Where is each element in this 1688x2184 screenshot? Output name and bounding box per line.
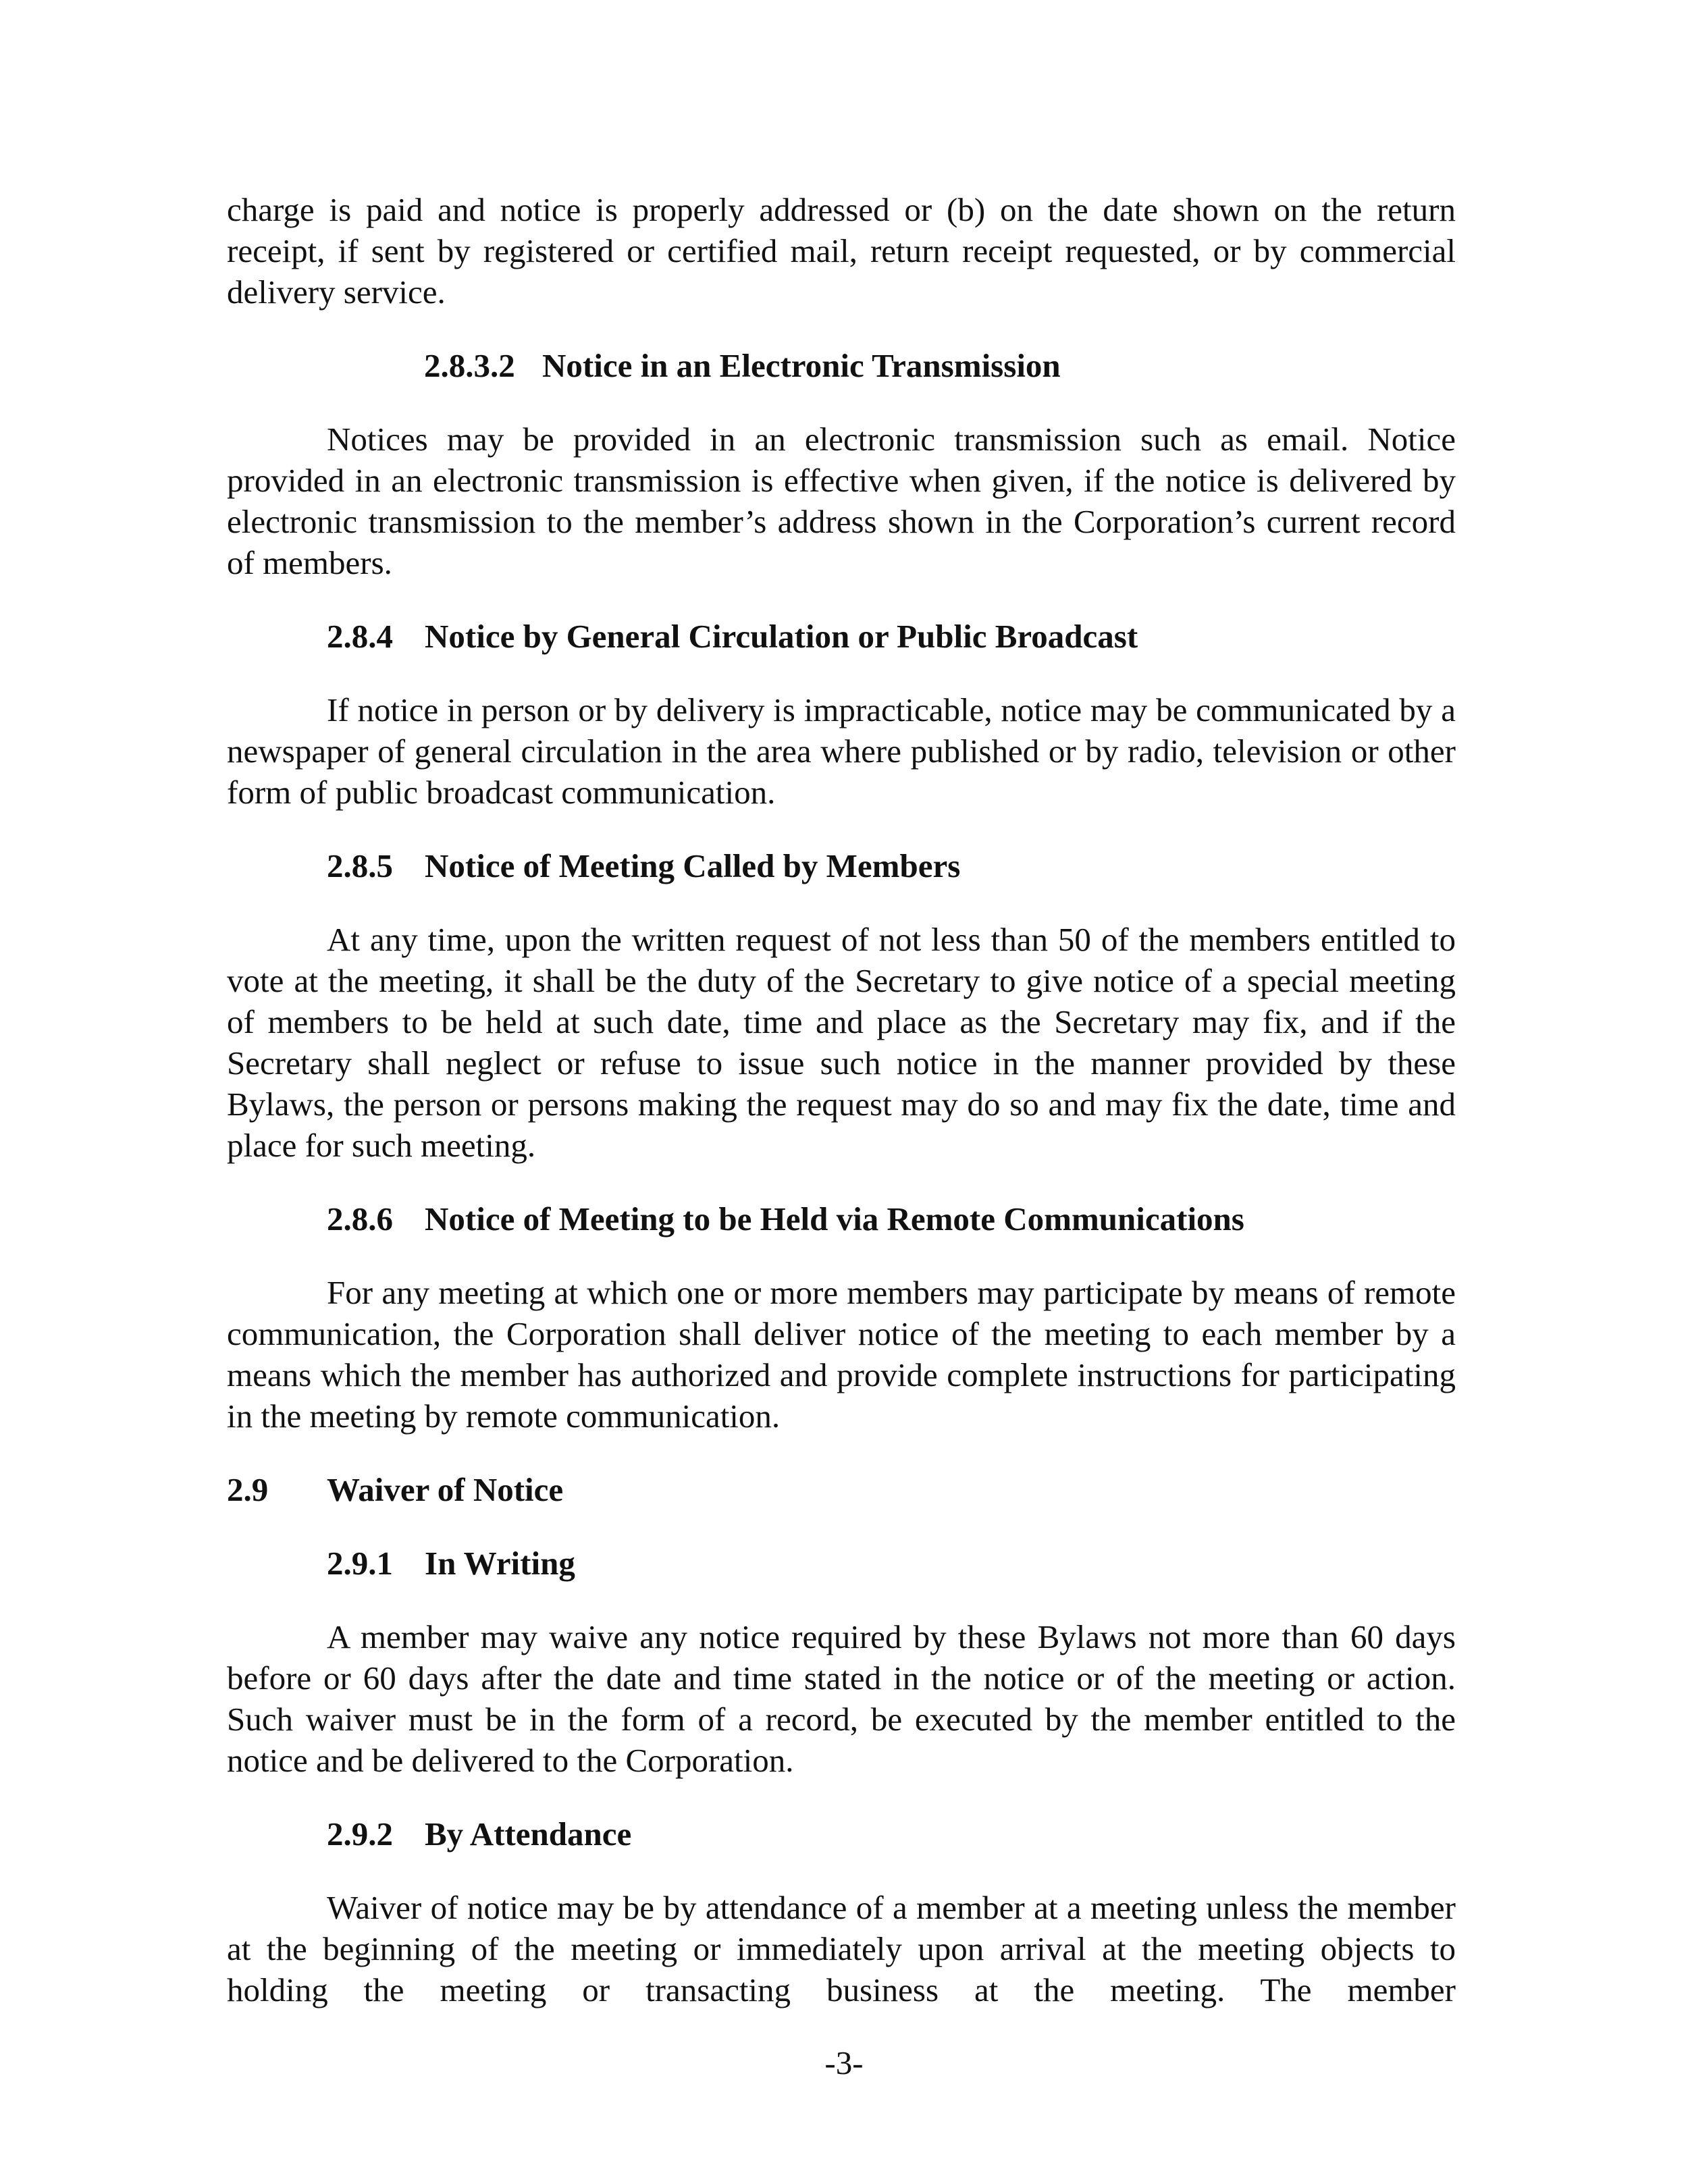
section-heading-2-8-4 (227, 616, 1456, 657)
section-number: 2.9.2 (327, 1815, 393, 1853)
section-body-2-8-6: For any meeting at which one or more members may participate by means of remote communication, the Corporation shall deliver notice of the meeting to each member by a means which the member has authorized and provide complete instructions for participating in the meeting by remote communication. (227, 1274, 1456, 1435)
section-title: Waiver of Notice (327, 1471, 564, 1508)
section-body-2-9-2: Waiver of notice may be by attendance of a member at a meeting unless the member at the beginning of the meeting or immediately upon arrival at the meeting objects to holding the meeting or transacting business at the meeting. The member (227, 1889, 1456, 2008)
section-body-2-8-5: At any time, upon the written request of not less than 50 of the members entitled to vote at the meeting, it shall be the duty of the Secretary to give notice of a special meeting of members to be held at such date, time and place as the Secretary may fix, and if the Secretary shall neglect or refuse to issue such notice in the manner provided by these Bylaws, the person or persons making the request may do so and may fix the date, time and place for such meeting. (227, 921, 1456, 1164)
section-number: 2.8.3.2 (424, 347, 515, 384)
section-heading-2-9-2 (227, 1813, 1456, 1855)
section-body-2-8-3-2: Notices may be provided in an electronic transmission such as email. Notice provided in an electronic transmission is effective when given, if the notice is delivered by electronic transmission to the member’s address shown in the Corporation’s current record of members. (227, 421, 1456, 581)
section-title: Notice in an Electronic Transmission (542, 347, 1061, 384)
section-number: 2.8.4 (327, 618, 393, 655)
section-title: By Attendance (425, 1815, 632, 1853)
section-title: In Writing (425, 1545, 575, 1582)
section-number: 2.8.6 (327, 1200, 393, 1237)
opening-paragraph: charge is paid and notice is properly addressed or (b) on the date shown on the return receipt, if sent by registered or certified mail, return receipt requested, or by commercial delivery service. (227, 191, 1456, 311)
page-number: -3- (824, 2044, 864, 2081)
section-heading-2-8-3-2 (227, 345, 1456, 386)
section-heading-2-9 (227, 1469, 1456, 1510)
section-number: 2.9 (227, 1471, 269, 1508)
section-heading-2-8-5 (227, 845, 1456, 886)
section-body-2-8-4: If notice in person or by delivery is impracticable, notice may be communicated by a newspaper of general circulation in the area where published or by radio, television or other form of public broadcast communication. (227, 691, 1456, 811)
section-title: Notice of Meeting Called by Members (425, 847, 961, 884)
document-page (227, 189, 1456, 2010)
section-title: Notice by General Circulation or Public Broadcast (425, 618, 1138, 655)
section-number: 2.9.1 (327, 1545, 393, 1582)
section-body-2-9-1: A member may waive any notice required by these Bylaws not more than 60 days before or 60 days after the date and time stated in the notice or of the meeting or action. Such waiver must be in the form of a record, be executed by the member entitled to the notice and be delivered to the Corporation. (227, 1618, 1456, 1779)
section-heading-2-9-1 (227, 1543, 1456, 1584)
section-title: Notice of Meeting to be Held via Remote Communications (425, 1200, 1244, 1237)
section-heading-2-8-6 (227, 1198, 1456, 1240)
section-number: 2.8.5 (327, 847, 393, 884)
